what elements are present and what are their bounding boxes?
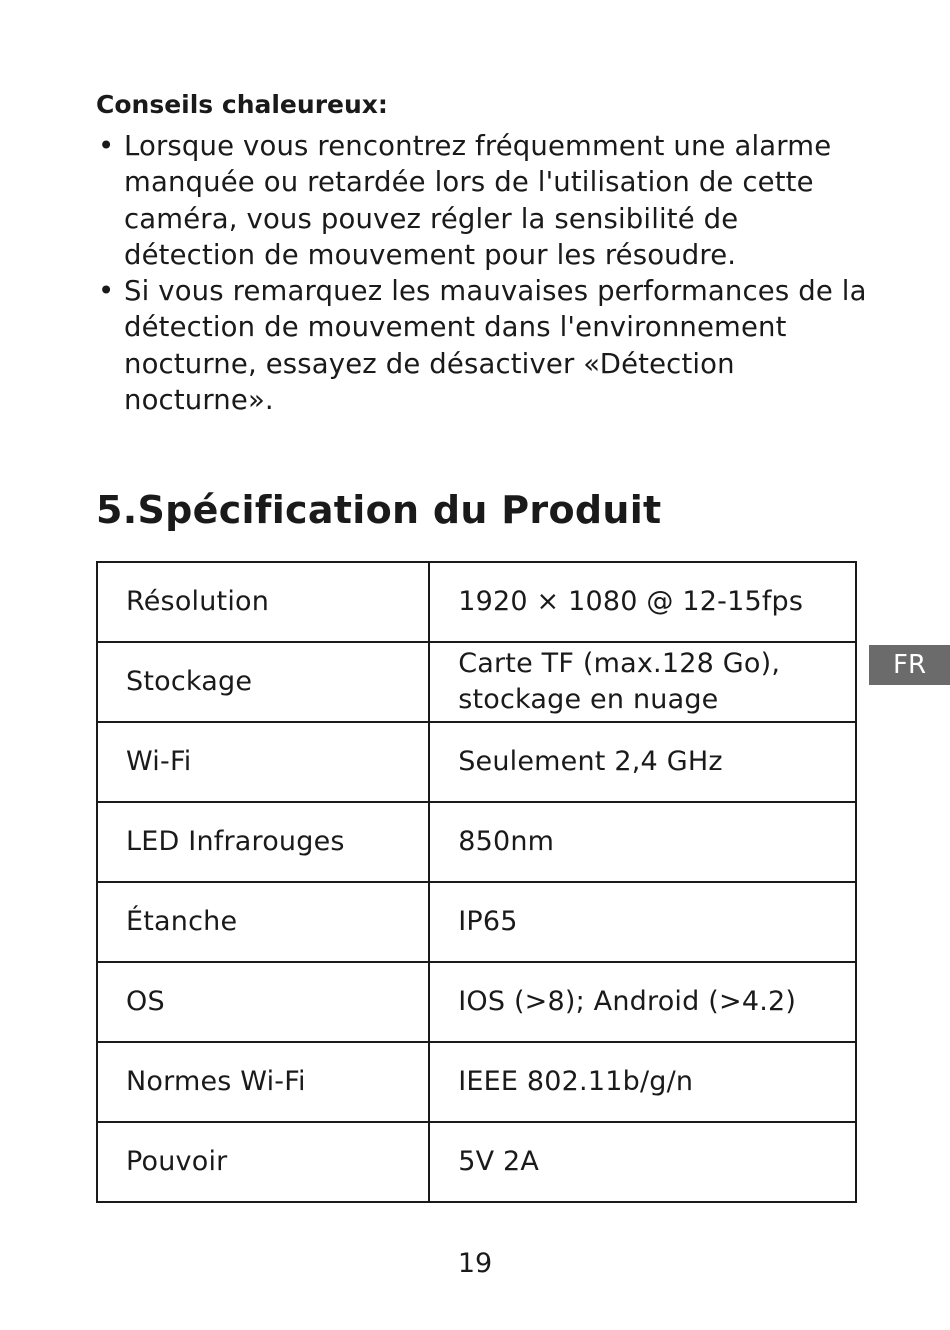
table-row [97, 962, 856, 1042]
tip-text: Lorsque vous rencontrez fréquemment une alarme manquée ou retardée lors de l'utilisation de cette caméra, vous pouvez régler la sensibilité de détection de mouvement pour les résoudre. [124, 130, 832, 271]
table-row [97, 1122, 856, 1202]
table-row [97, 802, 856, 882]
table-row [97, 882, 856, 962]
spec-value: IEEE 802.11b/g/n [429, 1042, 856, 1122]
spec-value: IP65 [429, 882, 856, 962]
spec-label: Wi-Fi [97, 722, 429, 802]
tips-heading: Conseils chaleureux: [96, 90, 388, 119]
spec-value: 850nm [429, 802, 856, 882]
spec-value: Carte TF (max.128 Go), stockage en nuage [429, 642, 856, 722]
spec-value: IOS (>8); Android (>4.2) [429, 962, 856, 1042]
spec-value: 1920 × 1080 @ 12-15fps [429, 562, 856, 642]
spec-value: Seulement 2,4 GHz [429, 722, 856, 802]
spec-label: Résolution [97, 562, 429, 642]
spec-table [96, 561, 857, 1203]
table-row [97, 642, 856, 722]
table-row [97, 562, 856, 642]
tip-text: Si vous remarquez les mauvaises performances de la détection de mouvement dans l'environnement nocturne, essayez de désactiver «Détection nocturne». [124, 275, 867, 417]
section-title: 5.Spécification du Produit [96, 488, 662, 532]
spec-label: Étanche [97, 882, 429, 962]
spec-label: OS [97, 962, 429, 1042]
table-row [97, 1042, 856, 1122]
page-number: 19 [457, 1248, 493, 1279]
tips-list-item [96, 273, 876, 418]
spec-label: Pouvoir [97, 1122, 429, 1202]
spec-value: 5V 2A [429, 1122, 856, 1202]
spec-label: Normes Wi-Fi [97, 1042, 429, 1122]
language-tab: FR [869, 645, 950, 685]
spec-label: Stockage [97, 642, 429, 722]
bullet-icon: • [98, 275, 115, 308]
tips-list-item [96, 128, 876, 273]
bullet-icon: • [98, 130, 115, 162]
table-row [97, 722, 856, 802]
spec-label: LED Infrarouges [97, 802, 429, 882]
tips-list [96, 128, 876, 418]
